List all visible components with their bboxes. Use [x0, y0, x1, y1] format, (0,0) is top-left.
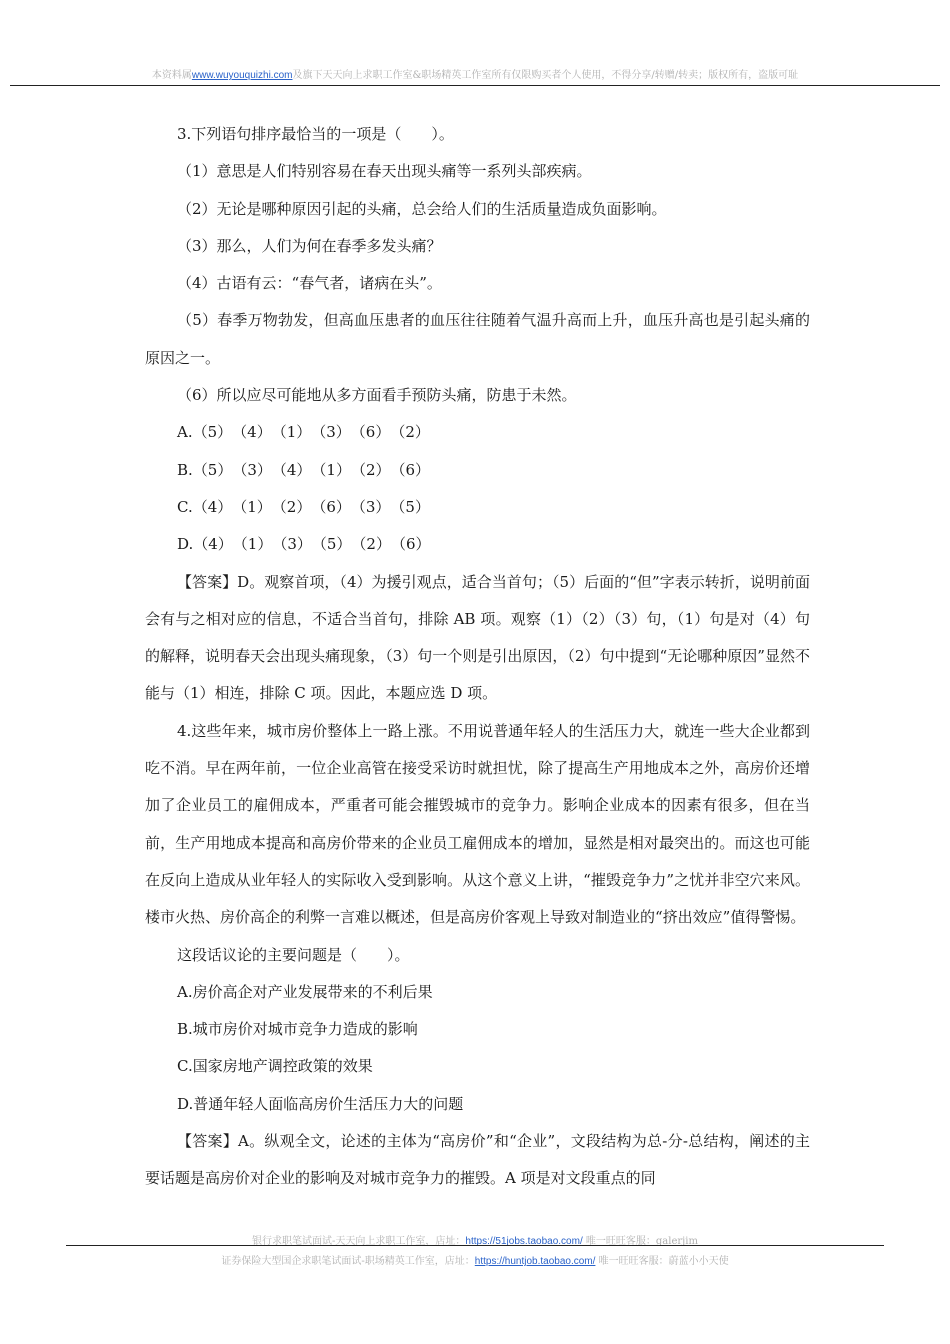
- q4-option-a: A.房价高企对产业发展带来的不利后果: [177, 982, 433, 1001]
- q3-item-5: （5）春季万物勃发，但高血压患者的血压往往随着气温升高而上升，血压升高也是引起头痛的原因之一。: [145, 311, 810, 367]
- footer-line-1-suffix: 唯一旺旺客服：galerjim: [585, 1236, 698, 1247]
- q3-item-1: （1）意思是人们特别容易在春天出现头痛等一系列头部疾病。: [177, 162, 592, 181]
- q4-option-d: D.普通年轻人面临高房价生活压力大的问题: [177, 1094, 464, 1113]
- q3-item-3: （3）那么，人们为何在春季多发头痛？: [177, 236, 442, 255]
- q3-option-d: D.（4） （1） （3） （5） （2） （6）: [177, 535, 431, 554]
- q4-passage: 4.这些年来，城市房价整体上一路上涨。不用说普通年轻人的生活压力大，就连一些大企业都到吃不消。早在两年前，一位企业高管在接受采访时就担忧，除了提高生产用地成本之外，高房价还增加了企业员工的雇佣成本，严重者可能会摧毁城市的竞争力。影响企业成本的因素有很多，但在当前，生产用地成本提高和高房价带来的企业员工雇佣成本的增加，显然是相对最突出的。而这也可能在反向上造成从业年轻人的实际收入受到影响。从这个意义上讲，“摧毁竞争力”之忧并非空穴来风。楼市火热、房价高企的利弊一言难以概述，但是高房价客观上导致对制造业的“挤出效应”值得警惕。: [145, 721, 810, 927]
- q3-item-2: （2）无论是哪种原因引起的头痛，总会给人们的生活质量造成负面影响。: [177, 199, 667, 218]
- q4-stem: 这段话议论的主要问题是（ ）。: [177, 945, 410, 964]
- header-rule: [10, 85, 940, 86]
- footer-line-2-prefix: 证券保险大型国企求职笔试面试-职场精英工作室，店址：: [221, 1256, 475, 1267]
- footer-line-1-prefix: 银行求职笔试面试-天天向上求职工作室，店址：: [252, 1236, 466, 1247]
- page-header: [0, 66, 950, 81]
- q3-option-a: A.（5） （4） （1） （3） （6） （2）: [177, 423, 430, 442]
- q3-option-c: C.（4） （1） （2） （6） （3） （5）: [177, 497, 430, 516]
- q3-option-b: B.（5） （3） （4） （1） （2） （6）: [177, 460, 431, 479]
- footer-link-huntjob[interactable]: https://huntjob.taobao.com/: [474, 1256, 596, 1267]
- footer-link-51jobs[interactable]: https://51jobs.taobao.com/: [465, 1236, 583, 1247]
- header-suffix: 及旗下天天向上求职工作室&职场精英工作室所有仅限购买者个人使用，不得分享/转赠/转卖；版权所有，盗版可耻: [292, 70, 799, 81]
- footer-line-2-suffix: 唯一旺旺客服：蔚蓝小小天使: [598, 1256, 729, 1267]
- header-link[interactable]: www.wuyouquizhi.com: [191, 70, 293, 81]
- q4-option-b: B.城市房价对城市竞争力造成的影响: [177, 1020, 418, 1039]
- header-prefix: 本资料属: [151, 70, 192, 81]
- document-body: [145, 116, 810, 1198]
- footer-rule: [66, 1245, 884, 1246]
- footer-line-2: [0, 1252, 950, 1267]
- q3-item-6: （6）所以应尽可能地从多方面看手预防头痛，防患于未然。: [177, 386, 577, 405]
- q3-answer: 【答案】D。观察首项，（4）为援引观点，适合当首句；（5）后面的“但”字表示转折，说明前面会有与之相对应的信息，不适合当首句，排除 AB 项。观察（1）（2）（3）句，（1）句是对（4）句的解释，说明春天会出现头痛现象，（3）句一个则是引出原因，（2）句中提到“无论哪种原因”显然不能与（1）相连，排除 C 项。因此，本题应选 D 项。: [145, 572, 810, 703]
- q4-answer: 【答案】A。纵观全文，论述的主体为“高房价”和“企业”，文段结构为总-分-总结构，阐述的主要话题是高房价对企业的影响及对城市竞争力的摧毁。A 项是对文段重点的同: [145, 1132, 810, 1188]
- q3-stem: 3.下列语句排序最恰当的一项是（ ）。: [177, 125, 454, 143]
- q4-option-c: C.国家房地产调控政策的效果: [177, 1057, 373, 1076]
- q3-item-4: （4）古语有云：“春气者，诸病在头”。: [177, 274, 442, 293]
